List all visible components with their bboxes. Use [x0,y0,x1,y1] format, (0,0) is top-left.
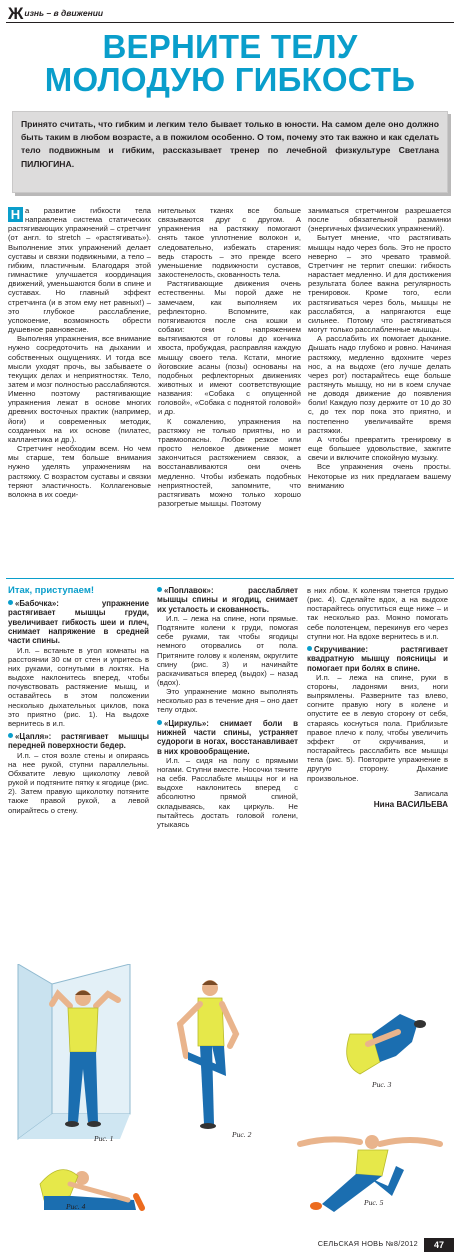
exercise-description: И.п. – встаньте в угол комнаты на расстоянии 30 см от стен и упритесь в них руками, согнутыми в локтях. На выдохе наклонитесь вперед, чтобы почувствовать растяжение мышц, и оставайтесь в этом положении несколько дыхательных циклов, пока это приятно (рис. 1). На выдохе вернитесь в и.п. [8,645,149,728]
caption-fig-5: Рис. 5 [364,1198,384,1207]
exercise-description: И.п. – лежа на спине, ноги прямые. Подтяните колени к груди, помогая себе руками, так чтобы ягодицы немного оторвались от пола. Притяните голову к коленям, округлите спину (рис. 3) и начинайте раскачиваться вперед (выдох) – назад (вдох). [157,613,298,687]
article-column-3 [308,206,451,490]
figure-2-heron [180,980,236,1129]
exercise-description: в них лбом. К коленям тянется грудью (рис. 4). Сделайте вдох, а на выдохе постарайтесь опуститься еще ниже – и так несколько раз. Можно помогать себе полотенцем, перекинув его через ступни ног. На вдохе вернитесь в и.п. [307,586,448,641]
bullet-icon [8,733,13,738]
bullet-icon [157,587,162,592]
article-paragraph: Все упражнения очень просты. Некоторые из них предлагаем вашему вниманию [308,462,451,490]
title-line-1: ВЕРНИТЕ ТЕЛУ [102,28,358,65]
article-paragraph: А чтобы превратить тренировку в еще большее удовольствие, зажгите свечи и включите спокойную музыку. [308,434,451,463]
signature-label: Записала [414,788,448,798]
rubric-initial: Ж [8,3,24,23]
exercise-illustrations-svg [0,964,460,1234]
page-footer [0,1234,460,1256]
article-column-2 [158,206,301,508]
article-title [20,30,440,96]
figure-1-butterfly [18,964,130,1139]
article-paragraph: заниматься стретчингом разрешается после обязательной разминки (энергичных физических упражнений). [308,206,451,234]
article-paragraph: Бытует мнение, что растягивать мышцы надо через боль. Это не просто неверно – это чревато травмой. Стретчинг не терпит спешки: гибкость нарастает медленно. И для достижения результата более важна регулярность тренировок. Кроме того, если растягиваться через боль, мышцы не расслабятся, а напрягаются еще сильнее. Потому что растягиваться могут только расслабленные мышцы. [308,233,451,335]
exercise-title-butterfly: «Бабочка»: упражнение растягивает мышцы груди, увеличивает гибкость шеи и плеч, снимает напряжение в средней части спины. [8,599,149,646]
article-paragraph: К сожалению, упражнения на растяжку не только приятны, но и травмоопасны. Любое резкое или просто неловкое движение может закончиться растяжением связок, а восстанавливаются они очень медленно. Чтобы избежать подобных неприятностей, запомните, что растягивать можно только хорошо разогретые мышцы. Поэтому [158,416,301,508]
lead-text: Принято считать, что гибким и легким тело бывает только в юности. На самом деле оно должно быть таким в любом возрасте, а в пожилом особенно. О том, почему это так важно и как сделать тело подвижным и гибким, рассказывает тренер по лечебной физкультуре Светлана ПИЛЮГИНА. [21,119,439,169]
exercise-description: И.п. – сидя на полу с прямыми ногами. Ступни вместе. Носочки тяните на себя. Расслабьте мышцы ног и на выдохе наклонитесь вперед с абсолютно прямой спиной, складываясь, как циркуль. Не пытайтесь достать головой голени, утыкаясь [157,755,298,829]
exercises-heading: Итак, приступаем! [8,585,95,596]
article-paragraph: А расслабить их помогает дыхание. Дышать надо глубоко и ровно. Начиная растяжку, медленно вдохните через нос, а на выдохе (его лучше делать через рот) постарайтесь еще больше растянуть мышцу, но ни в коем случае не доводя движение до появления боли! Каждую позу держите от 10 до 30 с, до тех пор пока это приятно, и постепенно увеличивайте время растяжки. [308,334,451,435]
journal-name: СЕЛЬСКАЯ НОВЬ №8/2012 [317,1239,418,1248]
article-paragraph: Растягивающие движения очень естественны. Мы порой даже не замечаем, как выполняем их рефлекторно. Вспомните, как потягиваются после сна кошки и собаки: они с напряжением вытягиваются от головы до кончика хвоста, пробуждая, расправляя каждую мышцу своего тела. Кстати, многие йоговские асаны (позы) основаны на подобных рефлекторных движениях животных и имеют соответствующие названия: «Собака с опущенной головой», «Собака с поднятой головой» и др. [158,279,301,417]
bullet-icon [8,600,13,605]
exercise-title-heron: «Цапля»: растягивает мышцы передней поверхности бедер. [8,732,149,751]
page-number: 47 [424,1238,454,1252]
signature-name: Нина ВАСИЛЬЕВА [373,799,448,809]
exercise-description: И.п. – лежа на спине, руки в стороны, ладонями вниз, ноги выпрямлены. Разверните таз влево, согните правую ногу в колене и опустите ее в левую сторону от себя, стараясь коснуться пола. Приблизьте правое плечо к полу, чтобы увеличить эффект от скручивания, и постарайтесь расслабить все мышцы тела (рис. 5). Повторите упражнение в другую сторону. Дыхание произвольное. [307,672,448,783]
article-paragraph: Стретчинг необходим всем. Но чем мы старше, тем больше внимания нужно уделять упражнениям на растяжку. С возрастом суставы и связки теряют эластичность. Коллагеновые волокна в их соеди- [8,444,151,499]
exercise-description: Это упражнение можно выполнять несколько раз в течение дня – оно дает телу отдых. [157,687,298,715]
exercises-divider [6,578,454,580]
article-paragraph: Н а развитие гибкости тела направлена система статических растягивающих упражнений – стретчинг (от англ. to stretch – «растягивать»). Выполнение этих упражнений делает суставы и связки подвижными, а тело – гибким, пластичным. Благодаря этой гимнастике улучшается координация движений, уменьшаются боли в спине и суставах. Но главный эффект стретчинга (и в этом ему нет равных!) – это глубокое расслабление, успокоение, возможность обрести душевное равновесие. [8,206,151,335]
exercises-column-3 [307,586,448,809]
bullet-icon [157,720,162,725]
title-line-2: МОЛОДУЮ ГИБКОСТЬ [44,61,416,98]
article-paragraph: нительных тканях все больше связываются друг с другом. А упражнения на растяжку помогают снять такое уплотнение волокон и, следовательно, избежать старения: ведь старость – это прежде всего уменьшение подвижности суставов, закостенелость, скованность тела. [158,206,301,280]
article-column-1 [8,206,151,499]
exercise-title-twist: Скручивание: растягивает квадратную мышцу поясницы и помогает при болях в спине. [307,644,448,673]
rubric-divider [6,22,454,23]
article-paragraph: Выполняя упражнения, все внимание нужно сосредоточить на дыхании и собственных ощущениях. И тогда все мысли уходят прочь, вы забываете о текущих делах и неприятностях. Тело, затем и мозг полностью расслабляются. Именно поэтому растягивающие упражнения лежат в основе многих древних восточных практик (например, йоги) и современных методик, созданных на их основе (пилатес, калланетика и др.). [8,334,151,444]
caption-fig-1: Рис. 1 [94,1134,114,1143]
caption-fig-3: Рис. 3 [372,1080,392,1089]
caption-fig-2: Рис. 2 [232,1130,252,1139]
drop-cap: Н [8,207,23,222]
bullet-icon [307,646,312,651]
exercise-description: И.п. – стоя возле стены и опираясь на нее рукой, ступни параллельны. Обхватите левую щиколотку левой рукой и подтяните пятку к ягодице (рис. 2). Затем правую щиколотку потяните также правой рукой, а левой опирайтесь о стену. [8,750,149,815]
exercises-column-2 [157,586,298,829]
figure-3-float [347,1014,426,1074]
illustrations [0,964,460,1234]
rubric [8,3,104,23]
caption-fig-4: Рис. 4 [66,1202,86,1211]
rubric-text: изнь – в движении [24,8,104,18]
lead-box [12,111,448,193]
exercise-title-compass: «Циркуль»: снимает боли в нижней части спины, устраняет судороги в ногах, восстанавливает в них кровообращение. [157,718,298,756]
exercise-title-float: «Поплавок»: расслабляет мышцы спины и ягодиц, снимает их усталость и скованность. [157,586,298,614]
figure-4-compass [40,1170,142,1210]
exercises-column-1 [8,586,149,815]
article-body [8,206,452,576]
